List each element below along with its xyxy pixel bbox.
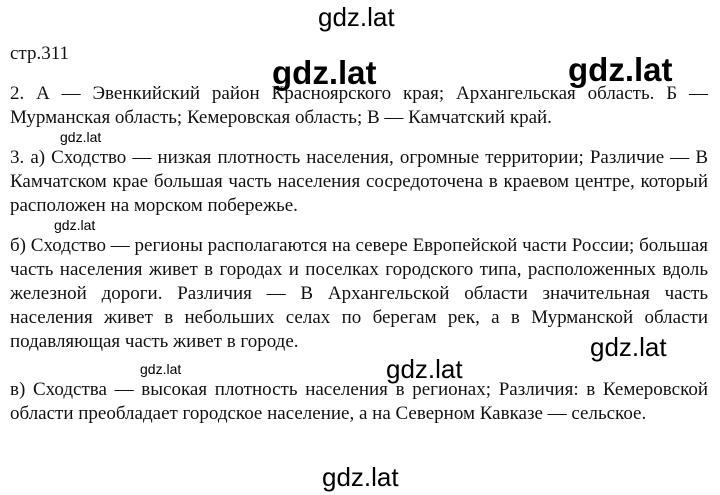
answer-3b: б) Сходство — регионы располагаются на севере Европейской части России; большая часть населения живет в городах и поселках городского типа, расположенных вдоль железной дороги. Различия — В Архангельской области значительная часть населения живет в небольших селах по берегам рек, а в Мурманской области подавляющая часть живет в городе. [10, 235, 708, 352]
answer-3v: в) Сходства — высокая плотность населения в регионах; Различия: в Кемеровской области преобладает городское население, а на Северном Кавказе — сельское. [10, 379, 708, 424]
page-reference: стр.311 [10, 43, 70, 64]
watermark-large-right: gdz.lat [568, 51, 673, 88]
answer-3a: 3. а) Сходство — низкая плотность населения, огромные территории; Различие — В Камчатском крае большая часть населения сосредоточена в краевом центре, который расположен на морском побережье. [10, 147, 708, 216]
watermark-bottom: gdz.lat [322, 462, 399, 492]
watermark-top: gdz.lat [318, 2, 395, 32]
watermark-center-mid: gdz.lat [386, 354, 463, 384]
watermark-right-mid: gdz.lat [590, 332, 667, 362]
watermark-small-2: gdz.lat [54, 217, 96, 233]
watermark-large-center: gdz.lat [272, 54, 377, 91]
watermark-small-3: gdz.lat [140, 361, 182, 377]
watermark-small-1: gdz.lat [60, 129, 102, 145]
answer-2: 2. А — Эвенкийский район Красноярского края; Архангельская область. Б — Мурманская область; Кемеровская область; В — Камчатский край. [10, 83, 708, 128]
